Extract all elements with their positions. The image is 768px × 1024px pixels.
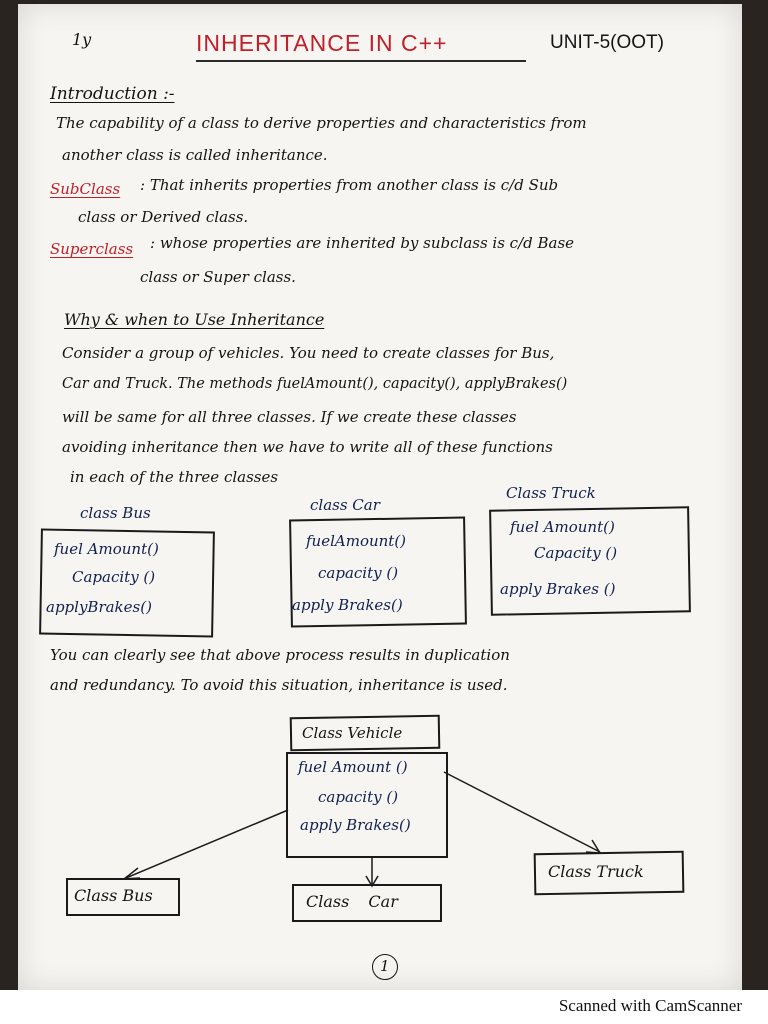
scanner-watermark: Scanned with CamScanner bbox=[558, 996, 742, 1015]
vehicle-method-2: capacity () bbox=[318, 788, 399, 806]
class-bus-method-2: Capacity () bbox=[72, 568, 156, 586]
why-line-3: will be same for all three classes. If we create these classes bbox=[62, 408, 517, 426]
class-truck-method-1: fuel Amount() bbox=[510, 518, 615, 536]
why-line-5: in each of the three classes bbox=[70, 468, 279, 486]
why-line-1: Consider a group of vehicles. You need to create classes for Bus, bbox=[62, 344, 555, 362]
class-car-label: class Car bbox=[310, 496, 380, 514]
arrow-to-truck bbox=[444, 772, 600, 852]
subclass-line-2: class or Derived class. bbox=[78, 208, 249, 226]
conclusion-line-2: and redundancy. To avoid this situation, inheritance is used. bbox=[50, 676, 508, 694]
superclass-line-1: : whose properties are inherited by subclass is c/d Base bbox=[150, 234, 575, 252]
class-car-method-2: capacity () bbox=[318, 564, 399, 582]
class-bus-label: class Bus bbox=[80, 504, 151, 522]
class-truck-label: Class Truck bbox=[506, 484, 596, 502]
vehicle-method-3: apply Brakes() bbox=[300, 816, 411, 834]
subclass-term: SubClass bbox=[50, 180, 121, 198]
page-number: 1 bbox=[380, 957, 390, 975]
class-truck-method-3: apply Brakes () bbox=[500, 580, 616, 598]
conclusion-line-1: You can clearly see that above process results in duplication bbox=[50, 646, 510, 664]
superclass-line-2: class or Super class. bbox=[140, 268, 296, 286]
why-heading: Why & when to Use Inheritance bbox=[64, 310, 325, 329]
intro-line-2: another class is called inheritance. bbox=[62, 146, 328, 164]
page-title: INHERITANCE IN C++ bbox=[196, 30, 448, 56]
unit-label: UNIT-5(OOT) bbox=[550, 32, 664, 53]
arrow-to-bus bbox=[126, 810, 288, 878]
subclass-line-1: : That inherits properties from another class is c/d Sub bbox=[140, 176, 559, 194]
child-bus-label: Class Bus bbox=[74, 886, 153, 905]
corner-mark: 1y bbox=[72, 30, 92, 49]
class-bus-method-1: fuel Amount() bbox=[54, 540, 159, 558]
class-bus-method-3: applyBrakes() bbox=[46, 598, 152, 616]
vehicle-method-1: fuel Amount () bbox=[298, 758, 408, 776]
class-car-method-3: apply Brakes() bbox=[292, 596, 403, 614]
vehicle-class-name: Class Vehicle bbox=[302, 724, 403, 742]
why-line-4: avoiding inheritance then we have to write all of these functions bbox=[62, 438, 553, 456]
intro-line-1: The capability of a class to derive properties and characteristics from bbox=[56, 114, 587, 132]
child-car-label: Class Car bbox=[306, 892, 398, 911]
scanner-footer bbox=[0, 990, 768, 1024]
class-truck-method-2: Capacity () bbox=[534, 544, 618, 562]
why-line-2: Car and Truck. The methods fuelAmount(), capacity(), applyBrakes() bbox=[62, 376, 568, 392]
child-truck-label: Class Truck bbox=[548, 862, 644, 881]
intro-heading: Introduction :- bbox=[50, 84, 175, 104]
superclass-term: Superclass bbox=[50, 240, 134, 258]
class-car-method-1: fuelAmount() bbox=[306, 532, 407, 550]
